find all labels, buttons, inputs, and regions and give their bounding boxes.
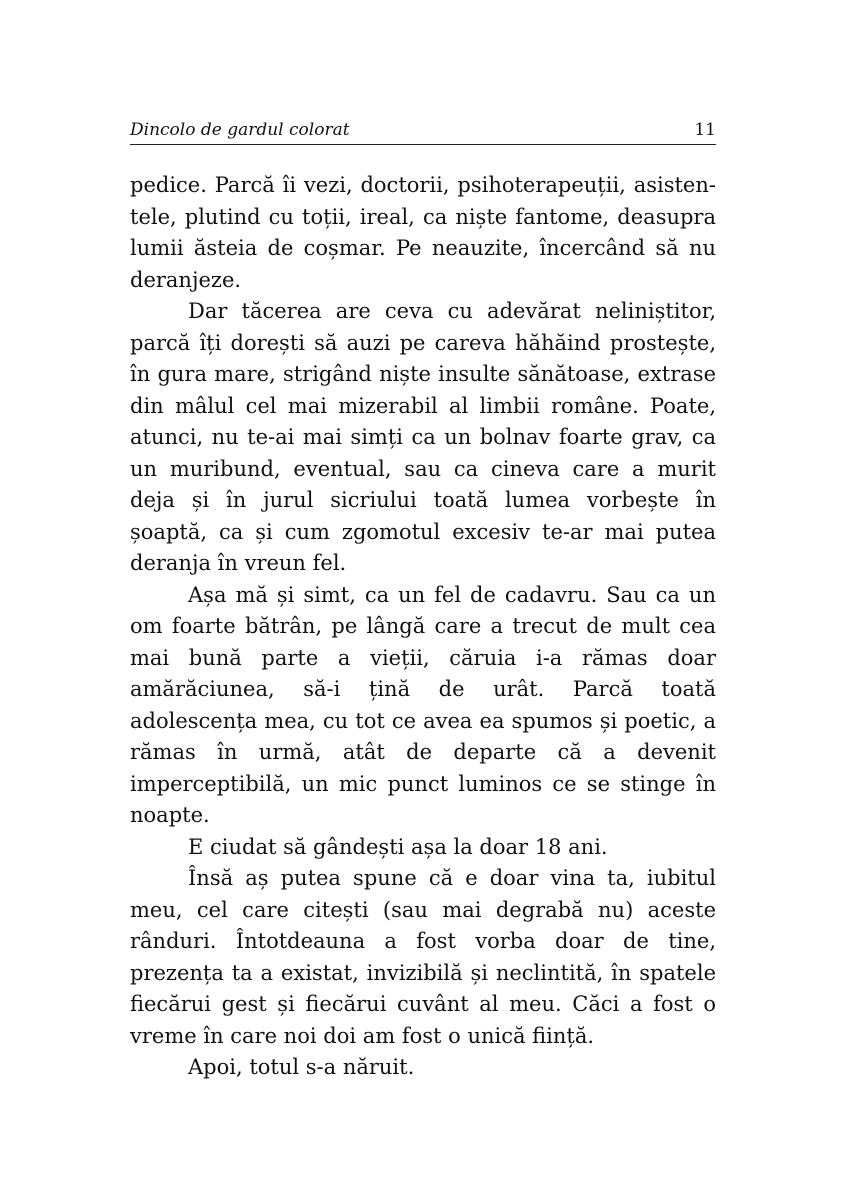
paragraph-continued: pedice. Parcă îi vezi, doctorii, psihoterapeuții, asistentele, plutind cu toții, ireal, ca niște fantome, deasupra lumii ăsteia de coșmar. Pe neauzite, încercând să nu deranjeze.: [130, 173, 716, 292]
paragraph: Dar tăcerea are ceva cu adevărat neliniștitor, parcă îți dorești să auzi pe careva hăhăind prostește, în gura mare, strigând niște insulte sănătoase, extrase din mâlul cel mai mizerabil al limbii române. Poate, atunci, nu te-ai mai simți ca un bolnav foarte grav, ca un muribund, eventual, sau ca cineva care a murit deja și în jurul sicriului toată lumea vorbește în șoaptă, ca și cum zgomotul excesiv te-ar mai putea deranja în vreun fel.: [130, 299, 716, 575]
running-header: [130, 116, 716, 145]
paragraph: Așa mă și simt, ca un fel de cadavru. Sau ca un om foarte bătrân, pe lângă care a trecut de mult cea mai bună parte a vieții, căruia i-a rămas doar amărăciunea, să-i țină de urât. Parcă toată adolescența mea, cu tot ce avea ea spumos și poetic, a rămas în urmă, atât de departe că a devenit imperceptibilă, un mic punct luminos ce se stinge în noapte.: [130, 582, 716, 827]
paragraph: Însă aș putea spune că e doar vina ta, iubitul meu, cel care citești (sau mai degrabă nu) aceste rânduri. Întotdeauna a fost vorba doar de tine, prezența ta a existat, invizibilă și neclintită, în spatele fiecărui gest și fiecărui cuvânt al meu. Căci a fost o vreme în care noi doi am fost o unică ființă.: [130, 866, 716, 1048]
paragraph: E ciudat să gândești așa la doar 18 ani.: [188, 834, 608, 859]
book-title: Dincolo de gardul colorat: [130, 120, 350, 140]
paragraph: Apoi, totul s-a năruit.: [188, 1055, 415, 1079]
page-number: 11: [694, 120, 716, 140]
body-text: [130, 170, 716, 1084]
